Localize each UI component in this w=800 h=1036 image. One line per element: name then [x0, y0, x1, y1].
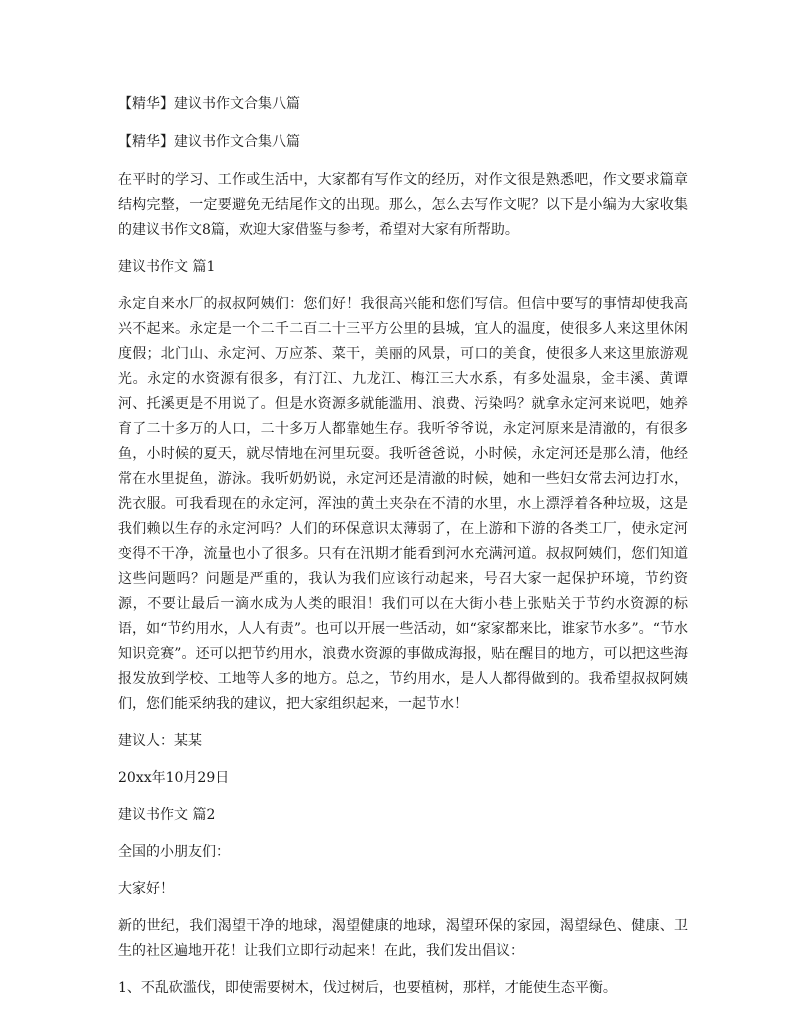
- section-2-item-1: 1、不乱砍滥伐，即使需要树木，伐过树后，也要植树，那样，才能使生态平衡。: [118, 980, 617, 996]
- intro-paragraph: 在平时的学习、工作或生活中，大家都有写作文的经历，对作文很是熟悉吧，作文要求篇章结构完整，一定要避免无结尾作文的出现。那么，怎么去写作文呢？以下是小编为大家收集的建议书作文8篇，欢迎大家借鉴与参考，希望对大家有所帮助。: [118, 172, 688, 238]
- section-2-body: 新的世纪，我们渴望干净的地球，渴望健康的地球，渴望环保的家园，渴望绿色、健康、卫生的社区遍地开花！让我们立即行动起来！在此，我们发出倡议：: [118, 918, 688, 959]
- section-2-greeting: 大家好！: [118, 881, 174, 897]
- document-page: [118, 92, 688, 1013]
- section-1-signature: 建议人：某某: [118, 733, 202, 749]
- section-2-salutation: 全国的小朋友们：: [118, 844, 230, 860]
- section-2-heading: 建议书作文 篇2: [118, 807, 216, 823]
- section-1-date: 20xx年10月29日: [118, 770, 230, 786]
- document-title: 【精华】建议书作文合集八篇: [118, 96, 300, 112]
- section-1-body: 永定自来水厂的叔叔阿姨们：您们好！我很高兴能和您们写信。但信中要写的事情却使我高兴不起来。永定是一个二千二百二十三平方公里的县城，宜人的温度，使很多人来这里休闲度假；北门山、永定河、万应茶、菜干，美丽的风景，可口的美食，使很多人来这里旅游观光。永定的水资源有很多，有汀江、九龙江、梅江三大水系，有多处温泉，金丰溪、黄谭河、托溪更是不用说了。但是水资源多就能滥用、浪费、污染吗？就拿永定河来说吧，她养育了二十多万的人口，二十多万人都靠她生存。我听爷爷说，永定河原来是清澈的，有很多鱼，小时候的夏天，就尽情地在河里玩耍。我听爸爸说，小时候，永定河还是那么清，他经常在水里捉鱼，游泳。我听奶奶说，永定河还是清澈的时候，她和一些妇女常去河边打水，洗衣服。可我看现在的永定河，浑浊的黄土夹杂在不清的水里，水上漂浮着各种垃圾，这是我们赖以生存的永定河吗？人们的环保意识太薄弱了，在上游和下游的各类工厂，使永定河变得不干净，流量也小了很多。只有在汛期才能看到河水充满河道。叔叔阿姨们，您们知道这些问题吗？问题是严重的，我认为我们应该行动起来，号召大家一起保护环境，节约资源，不要让最后一滴水成为人类的眼泪！我们可以在大街小巷上张贴关于节约水资源的标语，如“节约用水，人人有责”。也可以开展一些活动，如“家家都来比，谁家节水多”。“节水知识竞赛”。还可以把节约用水，浪费水资源的事做成海报，贴在醒目的地方，可以把这些海报发放到学校、工地等人多的地方。总之，节约用水，是人人都得做到的。我希望叔叔阿姨们，您们能采纳我的建议，把大家组织起来，一起节水！: [118, 296, 688, 712]
- document-subtitle: 【精华】建议书作文合集八篇: [118, 134, 300, 150]
- section-1-heading: 建议书作文 篇1: [118, 259, 216, 275]
